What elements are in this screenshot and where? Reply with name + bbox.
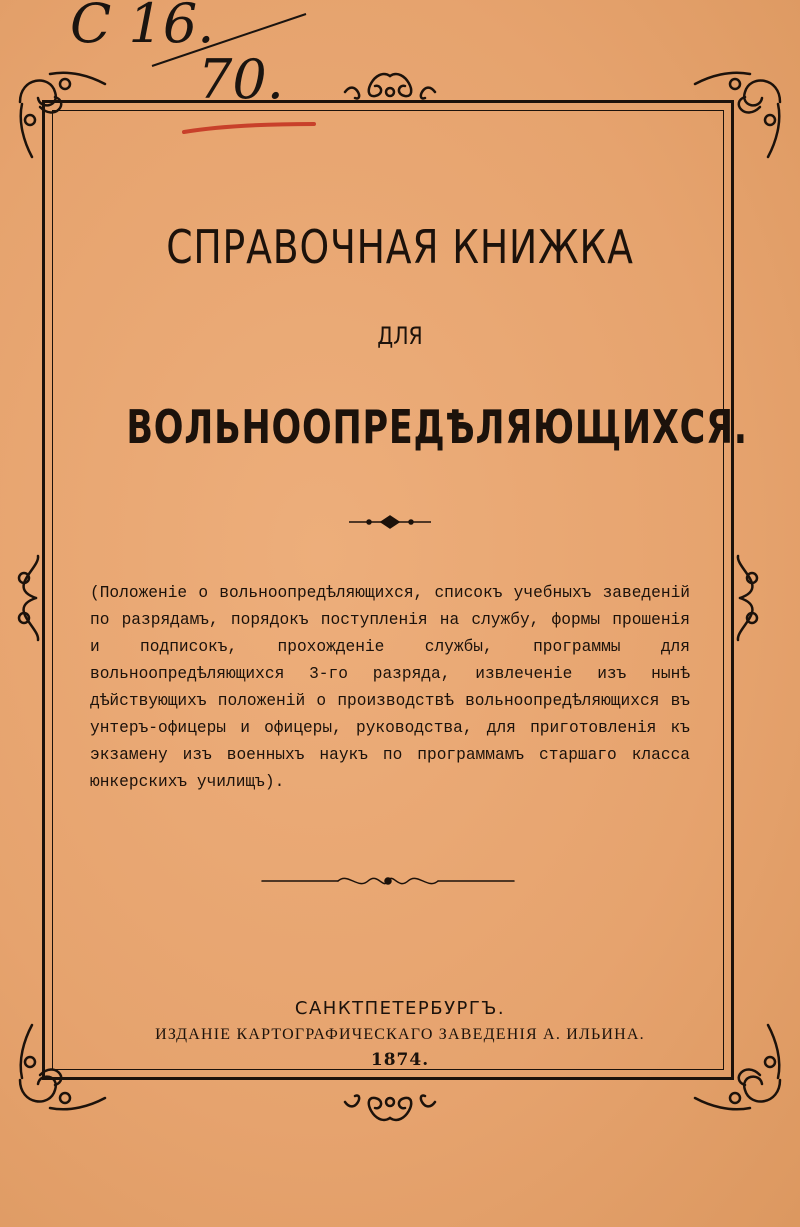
publisher-line: ИЗДАНIЕ КАРТОГРАФИЧЕСКАГО ЗАВЕДЕНIЯ А. ИЛЬИНА. [155,1026,645,1043]
book-subject: ВОЛЬНООПРЕДѢЛЯЮЩИХСЯ. [126,400,748,454]
contents-description: (Положенiе о вольноопредѣляющихся, списокъ учебныхъ заведенiй по разрядамъ, порядокъ поступленiя на службу, формы прошенiя и подписокъ, прохожденiе службы, программы для вольноопредѣляющихся 3-го разряда, извлеченiе изъ нынѣ дѣйствующихъ положенiй о производствѣ вольноопредѣляющихся въ унтеръ-офицеры и офицеры, руководства, для приготовленiя къ экзамену изъ военныхъ наукъ по программамъ старшаго класса юнкерскихъ училищъ). [90,584,690,791]
title-preposition: ДЛЯ [377,322,423,350]
handwritten-shelf-mark: С 16. [70,0,215,55]
right-side-ornament-icon [730,548,766,648]
book-title: СПРАВОЧНАЯ КНИЖКА [166,220,634,274]
divider-ornament-small-icon [345,512,435,532]
top-center-ornament-icon [335,68,445,104]
handwritten-number: 70. [198,48,284,111]
red-pencil-underline-icon [180,118,320,138]
publication-city: САНКТПЕТЕРБУРГЪ. [294,998,506,1019]
publication-year: 1874. [370,1050,430,1070]
corner-ornament-top-right-icon [680,62,790,172]
left-side-ornament-icon [10,548,46,648]
pencil-slash-line-icon [150,10,310,70]
divider-ornament-large-icon [258,870,518,892]
corner-ornament-top-left-icon [10,62,120,172]
bottom-center-ornament-icon [335,1090,445,1126]
